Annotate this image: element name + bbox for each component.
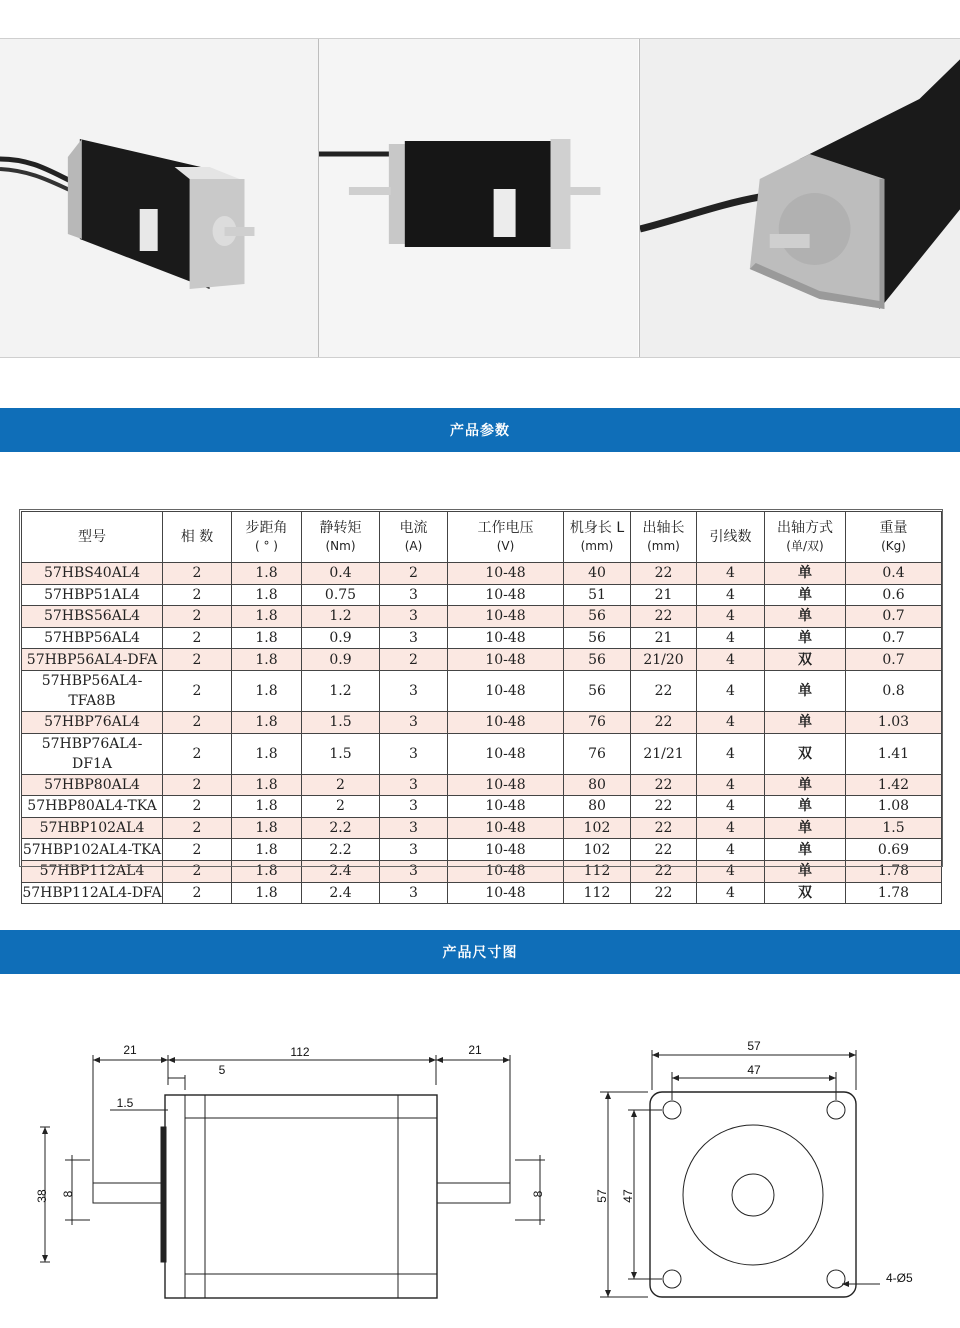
- column-header: [564, 512, 631, 563]
- table-cell: 10-48: [448, 584, 564, 606]
- dim-body-length-label: 112: [290, 1045, 310, 1059]
- table-cell: 1.8: [232, 627, 302, 649]
- table-cell: 102: [564, 839, 631, 861]
- table-cell: 10-48: [448, 860, 564, 882]
- table-row: [22, 563, 942, 585]
- column-header-label: 重量: [879, 520, 908, 536]
- table-cell: 3: [380, 606, 448, 628]
- table-cell: 0.4: [846, 563, 942, 585]
- table-cell: 1.5: [302, 733, 380, 774]
- table-cell: 2: [163, 796, 232, 818]
- table-cell: 双: [765, 733, 846, 774]
- column-header-label: 工作电压: [477, 520, 534, 536]
- dim-front-height-label: 57: [595, 1189, 609, 1203]
- column-header: [448, 512, 564, 563]
- table-cell: 80: [564, 774, 631, 796]
- table-cell: 10-48: [448, 882, 564, 904]
- table-cell: 4: [697, 817, 765, 839]
- table-cell: 0.6: [846, 584, 942, 606]
- table-cell: 4: [697, 733, 765, 774]
- table-cell: 2: [163, 882, 232, 904]
- table-cell: 22: [631, 774, 697, 796]
- table-cell: 2.2: [302, 839, 380, 861]
- table-cell: 21/21: [631, 733, 697, 774]
- table-cell: 10-48: [448, 649, 564, 671]
- table-cell: 1.2: [302, 670, 380, 711]
- table-cell: 22: [631, 882, 697, 904]
- table-cell: 57HBP112AL4-DFA: [22, 882, 163, 904]
- dim-shaft-dia-right-label: 8: [531, 1190, 545, 1198]
- table-cell: 10-48: [448, 796, 564, 818]
- table-cell: 1.8: [232, 817, 302, 839]
- dims-section-title: 产品尺寸图: [442, 945, 518, 961]
- table-cell: 1.8: [232, 839, 302, 861]
- table-cell: 1.41: [846, 733, 942, 774]
- table-cell: 57HBS40AL4: [22, 563, 163, 585]
- table-cell: 57HBP51AL4: [22, 584, 163, 606]
- table-cell: 4: [697, 711, 765, 733]
- table-cell: 2: [380, 649, 448, 671]
- spec-table: [21, 511, 942, 904]
- dim-boss-dia-label: 38: [35, 1189, 49, 1203]
- column-header-label: 相 数: [180, 529, 214, 545]
- table-cell: 56: [564, 649, 631, 671]
- table-cell: 3: [380, 584, 448, 606]
- column-header: [163, 512, 232, 563]
- dim-right-shaft-label: 21: [468, 1043, 482, 1057]
- column-header: [697, 512, 765, 563]
- table-row: [22, 796, 942, 818]
- table-cell: 单: [765, 817, 846, 839]
- table-cell: 1.5: [846, 817, 942, 839]
- column-header-label: 静转矩: [319, 520, 362, 536]
- table-row: [22, 649, 942, 671]
- table-cell: 3: [380, 796, 448, 818]
- table-cell: 2.2: [302, 817, 380, 839]
- side-view-drawing: [20, 1030, 560, 1310]
- table-cell: 40: [564, 563, 631, 585]
- column-header-label: 机身长 L: [569, 520, 625, 536]
- table-cell: 3: [380, 860, 448, 882]
- table-cell: 4: [697, 627, 765, 649]
- table-cell: 0.75: [302, 584, 380, 606]
- table-cell: 4: [697, 796, 765, 818]
- dims-section-header: [0, 930, 960, 974]
- table-cell: 57HBP56AL4-DFA: [22, 649, 163, 671]
- table-cell: 10-48: [448, 733, 564, 774]
- table-cell: 10-48: [448, 839, 564, 861]
- motor-photo-dual-shaft: [318, 39, 638, 357]
- table-cell: 21: [631, 627, 697, 649]
- column-header: [765, 512, 846, 563]
- column-header-label: 出轴长: [642, 520, 685, 536]
- table-cell: 22: [631, 817, 697, 839]
- column-header: [380, 512, 448, 563]
- table-cell: 3: [380, 627, 448, 649]
- table-cell: 56: [564, 627, 631, 649]
- table-cell: 1.8: [232, 711, 302, 733]
- table-cell: 80: [564, 796, 631, 818]
- column-header: [631, 512, 697, 563]
- dim-hole-spacing-vertical-label: 47: [621, 1189, 635, 1203]
- table-cell: 1.78: [846, 882, 942, 904]
- table-cell: 3: [380, 670, 448, 711]
- table-row: [22, 882, 942, 904]
- table-cell: 0.4: [302, 563, 380, 585]
- params-section-header: [0, 408, 960, 452]
- column-header-label: 步距角: [245, 520, 288, 536]
- table-row: [22, 860, 942, 882]
- table-cell: 2: [163, 711, 232, 733]
- table-cell: 2: [163, 584, 232, 606]
- table-cell: 10-48: [448, 563, 564, 585]
- column-header-label: 型号: [78, 529, 106, 545]
- table-cell: 2: [163, 649, 232, 671]
- table-cell: 4: [697, 774, 765, 796]
- table-cell: 51: [564, 584, 631, 606]
- table-cell: 57HBP102AL4-TKA: [22, 839, 163, 861]
- dim-shaft-dia-left-label: 8: [61, 1190, 75, 1198]
- table-cell: 双: [765, 882, 846, 904]
- column-header-label: 引线数: [709, 529, 752, 545]
- table-cell: 0.9: [302, 649, 380, 671]
- table-cell: 单: [765, 839, 846, 861]
- column-header: [232, 512, 302, 563]
- table-cell: 22: [631, 796, 697, 818]
- column-header-unit: (Kg): [881, 539, 906, 553]
- column-header: [846, 512, 942, 563]
- table-cell: 0.7: [846, 606, 942, 628]
- table-cell: 2: [163, 670, 232, 711]
- table-cell: 56: [564, 670, 631, 711]
- table-cell: 2: [302, 774, 380, 796]
- table-cell: 单: [765, 627, 846, 649]
- dim-front-width-label: 57: [747, 1039, 761, 1053]
- table-cell: 21: [631, 584, 697, 606]
- table-cell: 1.8: [232, 733, 302, 774]
- table-row: [22, 670, 942, 711]
- table-cell: 2: [302, 796, 380, 818]
- table-cell: 1.42: [846, 774, 942, 796]
- params-section-title: 产品参数: [450, 423, 510, 439]
- table-cell: 1.8: [232, 774, 302, 796]
- table-cell: 单: [765, 860, 846, 882]
- table-cell: 22: [631, 606, 697, 628]
- table-cell: 1.8: [232, 670, 302, 711]
- table-cell: 22: [631, 711, 697, 733]
- table-cell: 0.7: [846, 649, 942, 671]
- column-header-unit: ( ° ): [255, 539, 278, 553]
- table-cell: 单: [765, 606, 846, 628]
- table-cell: 2.4: [302, 860, 380, 882]
- table-cell: 22: [631, 563, 697, 585]
- table-cell: 10-48: [448, 670, 564, 711]
- table-row: [22, 606, 942, 628]
- table-cell: 1.8: [232, 860, 302, 882]
- table-cell: 57HBP56AL4-TFA8B: [22, 670, 163, 711]
- table-cell: 10-48: [448, 817, 564, 839]
- table-cell: 21/20: [631, 649, 697, 671]
- table-row: [22, 774, 942, 796]
- table-cell: 单: [765, 711, 846, 733]
- table-cell: 单: [765, 670, 846, 711]
- table-cell: 57HBP80AL4-TKA: [22, 796, 163, 818]
- table-cell: 1.5: [302, 711, 380, 733]
- table-cell: 1.8: [232, 882, 302, 904]
- table-row: [22, 733, 942, 774]
- table-cell: 4: [697, 860, 765, 882]
- column-header: [302, 512, 380, 563]
- table-cell: 4: [697, 670, 765, 711]
- table-cell: 2: [163, 606, 232, 628]
- table-cell: 1.78: [846, 860, 942, 882]
- column-header: [22, 512, 163, 563]
- table-cell: 4: [697, 606, 765, 628]
- table-cell: 2.4: [302, 882, 380, 904]
- table-cell: 57HBP56AL4: [22, 627, 163, 649]
- front-view-drawing: [590, 1030, 940, 1310]
- table-cell: 22: [631, 670, 697, 711]
- table-cell: 2: [163, 733, 232, 774]
- dim-left-shaft-label: 21: [123, 1043, 137, 1057]
- table-cell: 1.8: [232, 796, 302, 818]
- column-header-unit: (A): [404, 539, 423, 553]
- table-cell: 0.8: [846, 670, 942, 711]
- table-cell: 1.8: [232, 649, 302, 671]
- table-cell: 57HBP102AL4: [22, 817, 163, 839]
- table-cell: 3: [380, 839, 448, 861]
- table-cell: 1.8: [232, 584, 302, 606]
- table-cell: 2: [380, 563, 448, 585]
- table-cell: 10-48: [448, 606, 564, 628]
- table-cell: 1.08: [846, 796, 942, 818]
- table-row: [22, 839, 942, 861]
- column-header-label: 出轴方式: [777, 520, 833, 536]
- table-cell: 57HBS56AL4: [22, 606, 163, 628]
- table-cell: 112: [564, 882, 631, 904]
- column-header-label: 电流: [399, 520, 428, 536]
- column-header-unit: (mm): [647, 539, 680, 553]
- table-cell: 4: [697, 882, 765, 904]
- table-cell: 102: [564, 817, 631, 839]
- table-cell: 22: [631, 860, 697, 882]
- table-cell: 10-48: [448, 627, 564, 649]
- table-cell: 双: [765, 649, 846, 671]
- table-row: [22, 711, 942, 733]
- table-cell: 22: [631, 839, 697, 861]
- column-header-unit: (单/双): [786, 539, 824, 553]
- table-cell: 2: [163, 839, 232, 861]
- photo-strip: [0, 38, 960, 358]
- table-cell: 2: [163, 817, 232, 839]
- table-cell: 单: [765, 584, 846, 606]
- table-cell: 76: [564, 711, 631, 733]
- table-cell: 0.9: [302, 627, 380, 649]
- table-row: [22, 627, 942, 649]
- table-cell: 单: [765, 796, 846, 818]
- table-cell: 单: [765, 774, 846, 796]
- column-header-unit: (Nm): [325, 539, 356, 553]
- table-cell: 2: [163, 563, 232, 585]
- table-cell: 2: [163, 774, 232, 796]
- table-cell: 76: [564, 733, 631, 774]
- dim-hole-spacing-label: 47: [747, 1063, 761, 1077]
- motor-photo-single-shaft: [0, 39, 318, 357]
- table-header-row: [22, 512, 942, 563]
- table-cell: 3: [380, 733, 448, 774]
- table-cell: 0.7: [846, 627, 942, 649]
- table-cell: 3: [380, 882, 448, 904]
- table-cell: 3: [380, 711, 448, 733]
- table-cell: 3: [380, 817, 448, 839]
- dim-boss-label: 5: [218, 1063, 226, 1077]
- table-cell: 2: [163, 860, 232, 882]
- table-cell: 57HBP76AL4: [22, 711, 163, 733]
- table-row: [22, 584, 942, 606]
- dim-flange-label: 1.5: [116, 1096, 134, 1110]
- table-cell: 10-48: [448, 774, 564, 796]
- table-cell: 1.2: [302, 606, 380, 628]
- table-cell: 57HBP80AL4: [22, 774, 163, 796]
- table-cell: 57HBP76AL4-DF1A: [22, 733, 163, 774]
- table-cell: 57HBP112AL4: [22, 860, 163, 882]
- column-header-unit: (mm): [580, 539, 614, 553]
- table-cell: 56: [564, 606, 631, 628]
- column-header-unit: (V): [496, 539, 515, 553]
- table-cell: 单: [765, 563, 846, 585]
- table-cell: 2: [163, 627, 232, 649]
- table-cell: 0.69: [846, 839, 942, 861]
- dim-mounting-holes-label: 4-Ø5: [886, 1271, 913, 1285]
- table-cell: 4: [697, 584, 765, 606]
- motor-photo-front-flange: [639, 39, 960, 357]
- table-cell: 10-48: [448, 711, 564, 733]
- table-cell: 112: [564, 860, 631, 882]
- table-cell: 4: [697, 649, 765, 671]
- table-cell: 4: [697, 839, 765, 861]
- table-cell: 4: [697, 563, 765, 585]
- table-cell: 1.8: [232, 563, 302, 585]
- table-cell: 3: [380, 774, 448, 796]
- table-row: [22, 817, 942, 839]
- table-cell: 1.03: [846, 711, 942, 733]
- table-cell: 1.8: [232, 606, 302, 628]
